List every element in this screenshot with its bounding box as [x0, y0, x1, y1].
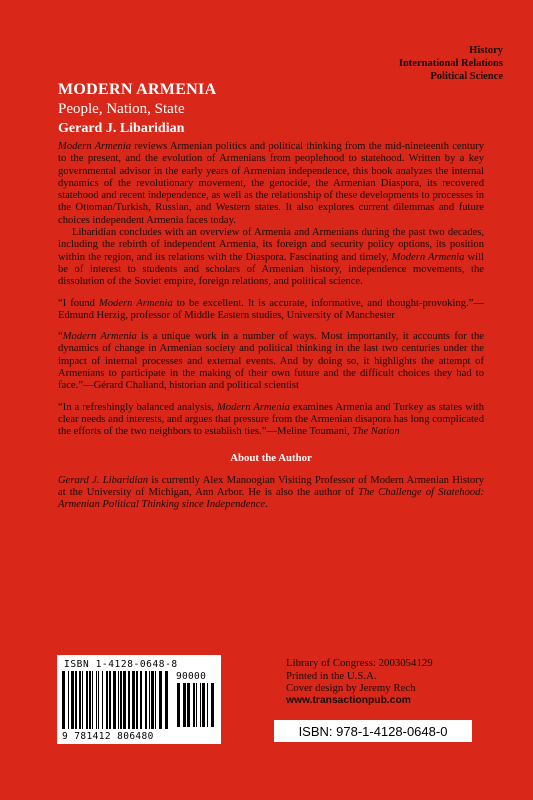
- barcode-bar: [96, 671, 97, 729]
- barcode-bar: [165, 671, 168, 729]
- book-title-inline: Modern Armenia: [391, 251, 465, 263]
- book-title: MODERN ARMENIA: [58, 81, 217, 98]
- review-quote-chaliand: “Modern Armenia is a unique work in a number of ways. Most importantly, it accounts for the dynamics of change in Armenian society and political thinking in the last two centuries under the impact of internal processes and external events. And by doing so, it highlights the attempt of Armenians to participate in the making of their own future and the difficult choices they had to face.”—Gérard Chaliand, historian and political scientist: [58, 331, 484, 392]
- barcode-bar: [151, 671, 154, 729]
- barcode-bar: [79, 671, 81, 729]
- subject-political-science: Political Science: [430, 71, 503, 82]
- barcode-bar: [123, 671, 126, 729]
- review-quote-toumani: “In a refreshingly balanced analysis, Modern Armenia examines Armenia and Turkey as states with clear needs and interests, and argues that pressure from the Armenian disapora has long complicated the efforts of the two neighbors to establish ties.”—Meline Toumani, The Nation: [58, 401, 485, 438]
- barcode-bar: [92, 671, 93, 729]
- publisher-website: www.transactionpub.com: [286, 694, 411, 706]
- barcode-bar: [196, 683, 197, 727]
- barcode-bar: [187, 683, 190, 727]
- barcode-bar: [68, 671, 69, 729]
- description-paragraph-1: Modern Armenia reviews Armenian politics and political thinking from the mid-nineteenth century to the present, and the evolution of Armenians from peoplehood to statehood. Written by a key governmental advisor in the early years of Armenian independence, this book analyzes the internal dynamics of the revolutionary movement, the genocide, the Armenian Diaspora, its recovered statehood and recent independence, as well as the relationship of these developments to processes in the Ottoman/Turkish, Russian, and Western states. It also explores current dilemmas and future choices independent Armenia faces today.: [58, 141, 484, 226]
- barcode-bar: [155, 671, 156, 729]
- barcode-isbn10-label: ISBN 1-4128-0648-8: [64, 659, 178, 670]
- barcode-bar: [132, 671, 135, 729]
- barcode-bar: [136, 671, 138, 729]
- author-name-inline: Gerard J. Libaridian: [58, 474, 149, 486]
- book-title-inline: Modern Armenia: [62, 331, 137, 343]
- barcode-bar: [183, 683, 186, 727]
- barcode-bar: [71, 671, 74, 729]
- review-quote-herzig: “I found Modern Armenia to be excellent. It is accurate, informative, and thought-provoking.”—Edmund Herzig, professor of Middle Eastern studies, University of Manchester: [58, 297, 484, 321]
- barcode-bar: [102, 671, 103, 729]
- barcode-bar: [202, 683, 205, 727]
- isbn-barcode: [57, 655, 221, 744]
- barcode-bar: [200, 683, 201, 727]
- barcode-bar: [89, 671, 91, 729]
- barcode-bar: [193, 683, 195, 727]
- description-paragraph-2: Libaridian concludes with an overview of Armenia and Armenians during the past two decades, including the rebirth of independent Armenia, its foreign and security policy options, its position within the region, and its relations with the Diaspora. Fascinating and timely, Modern Armenia will be of interest to students and scholars of Armenian history, independence movements, the dissolution of the Soviet empire, foreign relations, and political science.: [58, 227, 484, 288]
- barcode-bar: [86, 671, 88, 729]
- book-title-inline: Modern Armenia: [216, 401, 290, 413]
- barcode-bar: [75, 671, 77, 729]
- isbn13-label: ISBN: 978-1-4128-0648-0: [274, 720, 472, 742]
- barcode-bar: [113, 671, 116, 729]
- price-addon-bars: [177, 683, 217, 727]
- barcode-bar: [177, 683, 180, 727]
- barcode-bar: [109, 671, 111, 729]
- about-author-text: Gerard J. Libaridian is currently Alex Manoogian Visiting Professor of Modern Armenian History at the University of Michigan, Ann Arbor. He is also the author of The Challenge of Statehood: Armenian Political Thinking since Independence.: [58, 474, 485, 511]
- subject-history: History: [469, 45, 503, 56]
- subject-international-relations: International Relations: [398, 58, 503, 69]
- barcode-bar: [145, 671, 147, 729]
- barcode-bar: [120, 671, 122, 729]
- barcode-digits: 9 781412 806480: [62, 731, 154, 742]
- source-publication: The Nation: [352, 426, 400, 438]
- printed-in: Printed in the U.S.A.: [286, 669, 377, 682]
- book-title-inline: Modern Armenia: [58, 141, 132, 152]
- about-author-heading: About the Author: [230, 451, 312, 464]
- ean-barcode-bars: [62, 671, 172, 729]
- cover-design-credit: Cover design by Jeremy Rech: [286, 682, 416, 694]
- barcode-bar: [128, 671, 130, 729]
- barcode-bar: [118, 671, 119, 729]
- barcode-bar: [159, 671, 162, 729]
- book-title-inline: Modern Armenia: [98, 297, 173, 309]
- barcode-bar: [98, 671, 99, 729]
- publisher-imprint: [286, 657, 433, 707]
- book-subtitle: People, Nation, State: [58, 101, 185, 117]
- barcode-bar: [82, 671, 83, 729]
- subject-categories: [399, 44, 503, 83]
- barcode-price-code: 90000: [176, 671, 207, 682]
- barcode-bar: [149, 671, 150, 729]
- other-book-title: The Challenge of Statehood: Armenian Political Thinking since Independence: [58, 487, 484, 511]
- description-block: [58, 141, 484, 512]
- barcode-bar: [207, 683, 208, 727]
- barcode-bar: [140, 671, 142, 729]
- barcode-bar: [62, 671, 65, 729]
- barcode-bar: [106, 671, 108, 729]
- library-of-congress: Library of Congress: 2003054129: [286, 657, 433, 669]
- book-author: Gerard J. Libaridian: [58, 121, 185, 136]
- barcode-bar: [211, 683, 214, 727]
